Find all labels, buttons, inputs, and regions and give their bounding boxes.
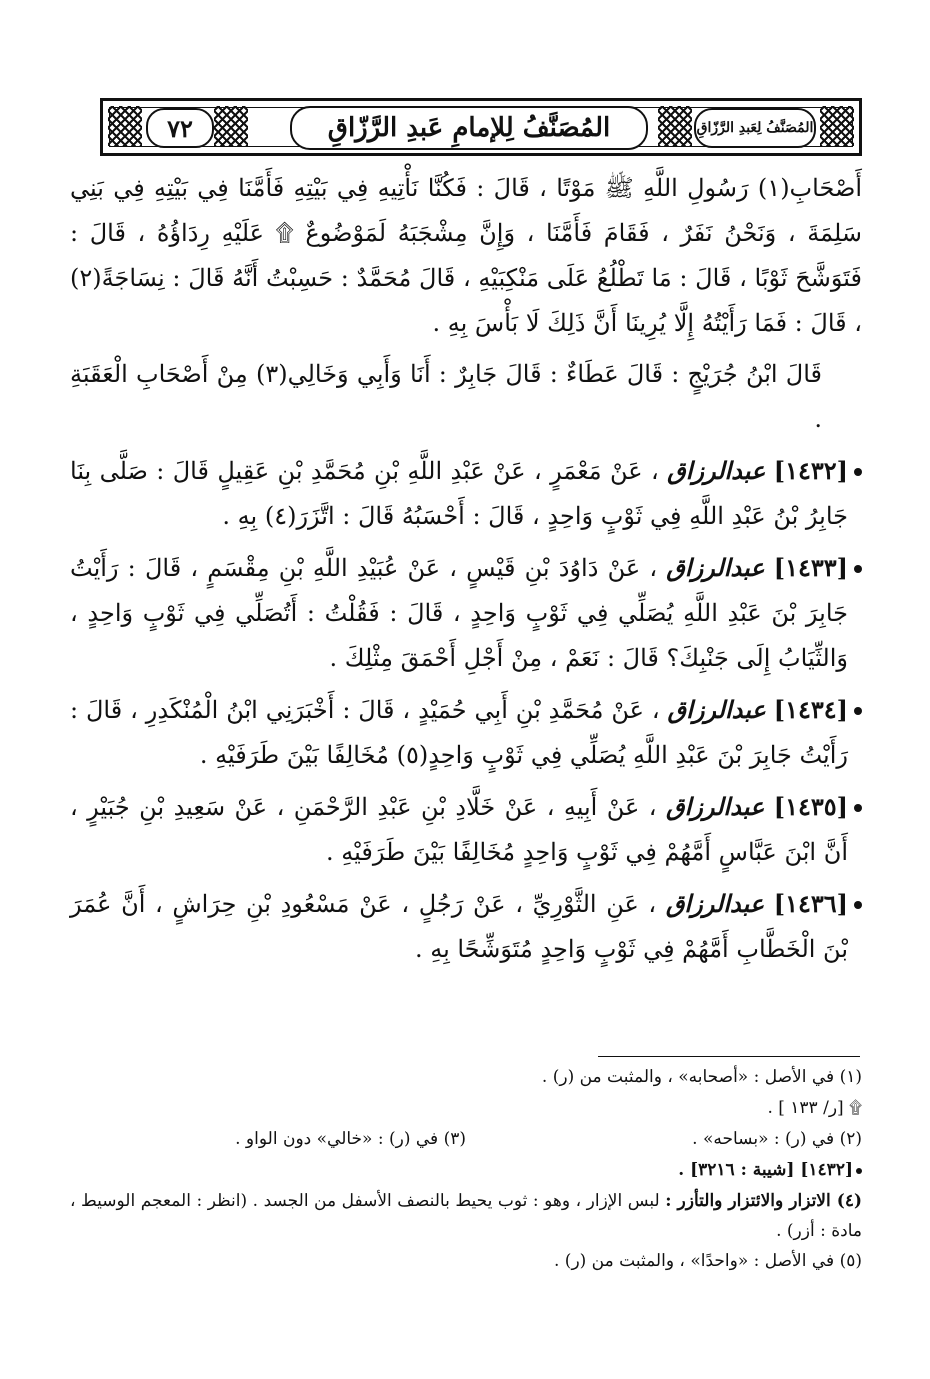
hadith-1434 bbox=[70, 687, 862, 778]
hadith-number: [١٤٣٢] bbox=[773, 456, 848, 485]
page-header bbox=[100, 98, 862, 156]
hadith-text: ، عَنْ مُحَمَّدِ بْنِ أَبِي حُمَيْدٍ ، قَالَ : أَخْبَرَنِي ابْنُ الْمُنْكَدِرِ ، قَالَ : رَأَيْتُ جَابِرَ بْنَ عَبْدِ اللَّهِ يُصَلِّي فِي ثَوْبٍ وَاحِدٍ(٥) مُخَالِفًا بَيْنَ طَرَفَيْهِ . bbox=[70, 696, 848, 769]
hadith-number: [١٤٣٣] bbox=[773, 553, 849, 582]
narrator-name: عبدالرزاق bbox=[667, 695, 766, 724]
footnote-2: (٢) في (ر) : «بساحه» . bbox=[692, 1129, 862, 1149]
paragraph-ibn-jurayj: قَالَ ابْنُ جُرَيْجٍ : قَالَ عَطَاءٌ : قَالَ جَابِرٌ : أَنَا وَأَبِي وَخَالِي(٣) مِنْ أَصْحَابِ الْعَقَبَةِ . bbox=[70, 360, 822, 433]
footnote-separator bbox=[598, 1056, 860, 1057]
footnote-4-text: لبس الإزار ، وهو : ثوب يحيط بالنصف الأسفل من الجسد . (انظر : المعجم الوسيط ، مادة : أزر) . bbox=[70, 1191, 862, 1241]
ornament-icon bbox=[658, 106, 692, 146]
header-badge: المُصَنَّفُ لِعَبدِ الرَّزّاقِ bbox=[694, 108, 816, 148]
bullet-icon bbox=[854, 804, 862, 812]
hadith-text: ، عَنِ الثَّوْرِيِّ ، عَنْ رَجُلٍ ، عَنْ مَسْعُودِ بْنِ حِرَاشٍ ، أَنَّ عُمَرَ بْنَ الْخَطَّابِ أَمَّهُمْ فِي ثَوْبٍ وَاحِدٍ مُتَوَشِّحًا بِهِ . bbox=[70, 890, 848, 963]
footnote-sajda: ۩ [ر/ ١٣٣ ] . bbox=[767, 1098, 862, 1118]
narrator-name: عبدالرزاق bbox=[667, 456, 766, 485]
hadith-number: [١٤٣٤] bbox=[773, 695, 848, 724]
hadith-text: ، عَنْ دَاوُدَ بْنِ قَيْسٍ ، عَنْ عُبَيْدِ اللَّهِ بْنِ مِقْسَمٍ ، قَالَ : رَأَيْتُ جَابِرَ بْنَ عَبْدِ اللَّهِ يُصَلِّي فِي ثَوْبٍ وَاحِدٍ ، قَالَ : فَقُلْتُ : أَتُصَلِّي فِي ثَوْبٍ وَاحِدٍ ، وَالثِّيَابُ إِلَى جَنْبِكَ؟ قَالَ : نَعَمْ ، مِنْ أَجْلِ أَحْمَقَ مِثْلِكَ . bbox=[70, 554, 848, 672]
ornament-icon bbox=[820, 106, 854, 146]
bullet-icon bbox=[856, 1168, 862, 1174]
narrator-name: عبدالرزاق bbox=[665, 889, 765, 918]
main-text bbox=[70, 166, 862, 972]
ornament-icon bbox=[108, 106, 142, 146]
hadith-number: [١٤٣٥] bbox=[773, 792, 848, 821]
bullet-icon bbox=[854, 468, 862, 476]
bullet-icon bbox=[854, 901, 862, 909]
hadith-number: [١٤٣٦] bbox=[773, 889, 848, 918]
footnote-4 bbox=[70, 1186, 862, 1246]
bullet-icon bbox=[854, 707, 862, 715]
hadith-1435 bbox=[70, 784, 862, 875]
footnote-1432-text: [١٤٣٢] [شيبة : ٣٢١٦] . bbox=[678, 1160, 853, 1180]
hadith-1432 bbox=[70, 448, 862, 539]
paragraph-continuation: أَصْحَابِ(١) رَسُولِ اللَّهِ ﷺ مَوْتًا ، قَالَ : فَكُنَّا نَأْتِيهِ فِي بَيْتِهِ فَأَمَّنَا فِي بَيْتِهِ فِي بَنِي سَلِمَةَ ، وَنَحْنُ نَفَرٌ ، فَقَامَ فَأَمَّنَا ، وَإِنَّ مِشْجَبَهُ لَمَوْضُوعٌ ۩ عَلَيْهِ رِدَاؤُهُ ، قَالَ : فَتَوَشَّحَ ثَوْبًا ، قَالَ : مَا تَطْلُعُ عَلَى مَنْكِبَيْهِ ، قَالَ مُحَمَّدٌ : حَسِبْتُ أَنَّهُ قَالَ : نِسَاجَةً(٢) ، قَالَ : فَمَا رَأَيْتُهُ إِلَّا يُرِينَا أَنَّ ذَلِكَ لَا بَأْسَ بِهِ . bbox=[70, 174, 862, 337]
hadith-1436 bbox=[70, 881, 862, 972]
narrator-name: عبدالرزاق bbox=[666, 553, 765, 582]
hadith-1433 bbox=[70, 545, 862, 681]
ornament-icon bbox=[214, 106, 248, 146]
footnote-3: (٣) في (ر) : «خالي» دون الواو . bbox=[235, 1129, 466, 1149]
page-number: ٧٢ bbox=[146, 108, 214, 148]
footnote-5: (٥) في الأصل : «واحدًا» ، والمثبت من (ر) . bbox=[554, 1251, 862, 1271]
narrator-name: عبدالرزاق bbox=[666, 792, 765, 821]
footnote-1: (١) في الأصل : «أصحابه» ، والمثبت من (ر) . bbox=[541, 1067, 862, 1087]
bullet-icon bbox=[854, 565, 862, 573]
footnotes bbox=[70, 1062, 862, 1277]
footnote-1432 bbox=[70, 1155, 862, 1186]
book-title: المُصَنَّفُ لِلإمامِ عَبدِ الرَّزّاقِ bbox=[290, 106, 648, 150]
hadith-text: ، عَنْ مَعْمَرٍ ، عَنْ عَبْدِ اللَّهِ بْنِ مُحَمَّدِ بْنِ عَقِيلٍ قَالَ : صَلَّى بِنَا جَابِرُ بْنُ عَبْدِ اللَّهِ فِي ثَوْبٍ وَاحِدٍ ، قَالَ : أَحْسَبُهُ قَالَ : اتَّزَرَ(٤) بِهِ . bbox=[70, 457, 848, 530]
hadith-text: ، عَنْ أَبِيهِ ، عَنْ خَلَّادِ بْنِ عَبْدِ الرَّحْمَنِ ، عَنْ سَعِيدِ بْنِ جُبَيْرٍ ، أَنَّ ابْنَ عَبَّاسٍ أَمَّهُمْ فِي ثَوْبٍ وَاحِدٍ مُخَالِفًا بَيْنَ طَرَفَيْهِ . bbox=[70, 793, 848, 866]
footnote-row bbox=[70, 1124, 862, 1155]
footnote-4-head: (٤) الاتزار والائتزار والتأزر : bbox=[665, 1191, 862, 1211]
